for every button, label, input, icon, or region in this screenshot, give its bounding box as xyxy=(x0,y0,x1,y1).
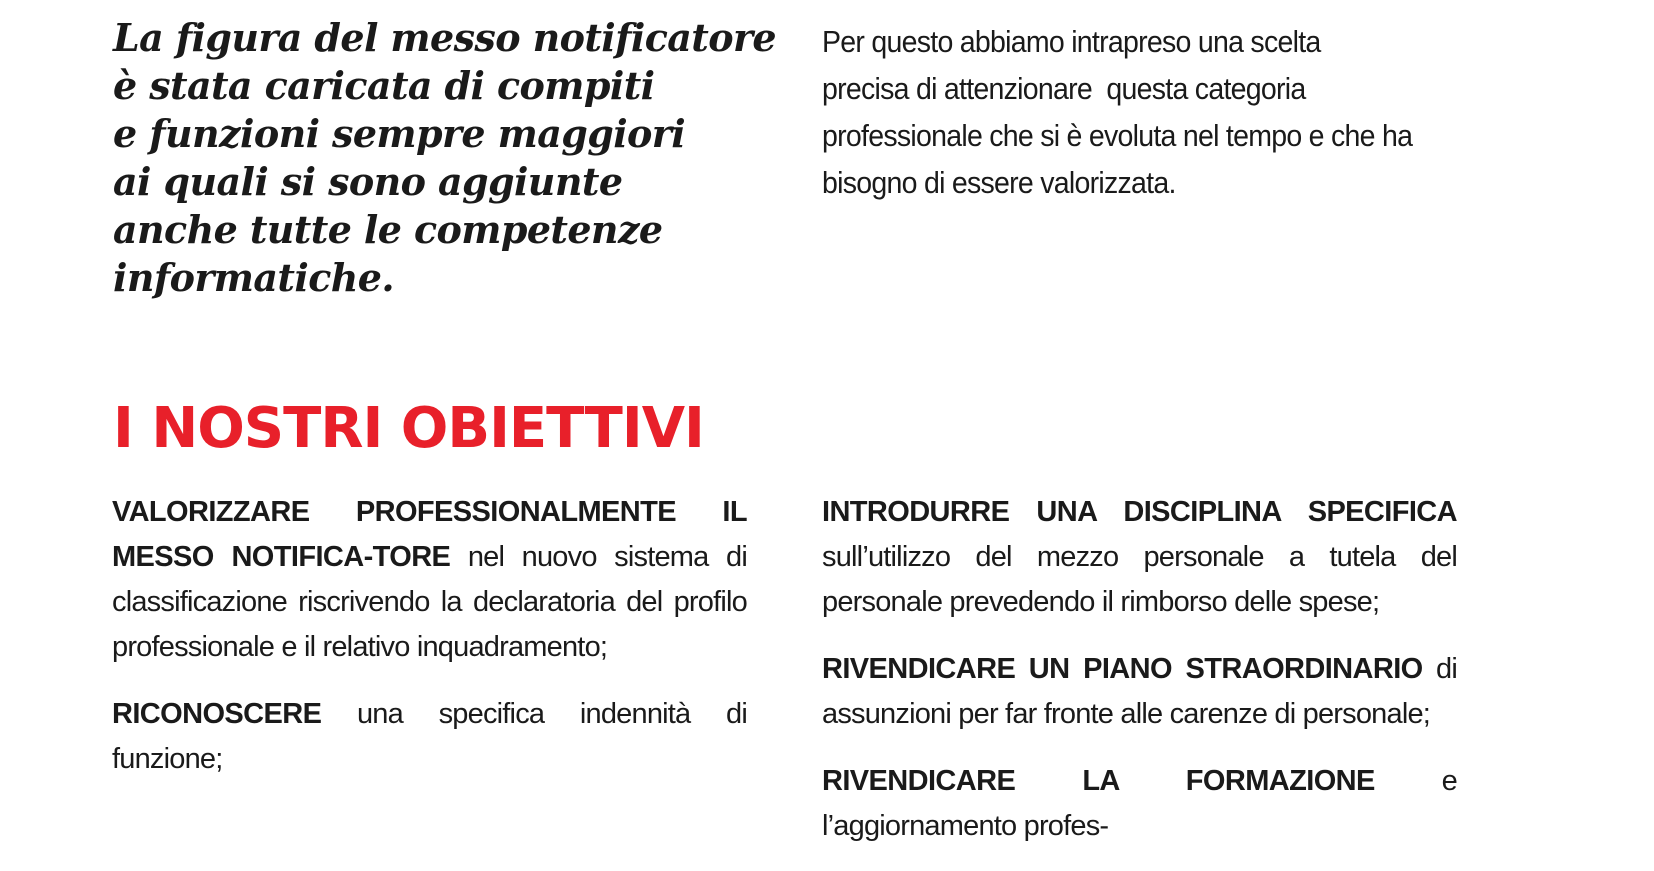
intro-paragraph xyxy=(822,18,1420,206)
quote-line: anche tutte le competenze xyxy=(113,207,663,252)
quote-line: La figura del messo notificatore xyxy=(113,15,776,60)
intro-quote xyxy=(113,14,793,302)
intro-line: precisa di attenzionare questa categoria xyxy=(822,71,1306,106)
goal-item xyxy=(822,647,1457,737)
goal-text: sull’utilizzo del mezzo personale a tutela del personale prevedendo il rimborso delle spese; xyxy=(822,541,1457,618)
goal-keyword: VALORIZZARE PROFESSIONALMENTE IL MESSO NOTIFICA-TORE xyxy=(112,496,747,573)
goal-keyword: RIVENDICARE LA FORMAZIONE xyxy=(822,765,1375,797)
goal-keyword: RIVENDICARE UN PIANO STRAORDINARIO xyxy=(822,653,1423,685)
intro-line: Per questo abbiamo intrapreso una scelta xyxy=(822,24,1321,59)
quote-line: informatiche. xyxy=(113,255,394,300)
goal-item xyxy=(822,490,1457,625)
quote-line: e funzioni sempre maggiori xyxy=(113,111,686,156)
goals-right-column xyxy=(822,490,1457,871)
intro-line: professionale che si è evoluta nel tempo e che ha xyxy=(822,118,1413,153)
intro-line: bisogno di essere valorizzata. xyxy=(822,165,1176,200)
goal-keyword: INTRODURRE UNA DISCIPLINA SPECIFICA xyxy=(822,496,1457,528)
goal-text: nel nuovo sistema di classificazione riscrivendo la declaratoria del profilo professionale e il relativo inquadramento; xyxy=(112,541,747,663)
goal-text: e l’aggiornamento profes- xyxy=(822,765,1457,842)
goal-item xyxy=(112,490,747,670)
goal-text: una specifica indennità di funzione; xyxy=(112,698,747,775)
quote-line: è stata caricata di compiti xyxy=(113,63,655,108)
goal-text: di assunzioni per far fronte alle carenze di personale; xyxy=(822,653,1457,730)
section-title: I NOSTRI OBIETTIVI xyxy=(113,396,704,461)
goal-item xyxy=(822,759,1457,849)
goal-item xyxy=(112,692,747,782)
goals-left-column xyxy=(112,490,747,804)
goal-keyword: RICONOSCERE xyxy=(112,698,322,730)
quote-line: ai quali si sono aggiunte xyxy=(113,159,623,204)
